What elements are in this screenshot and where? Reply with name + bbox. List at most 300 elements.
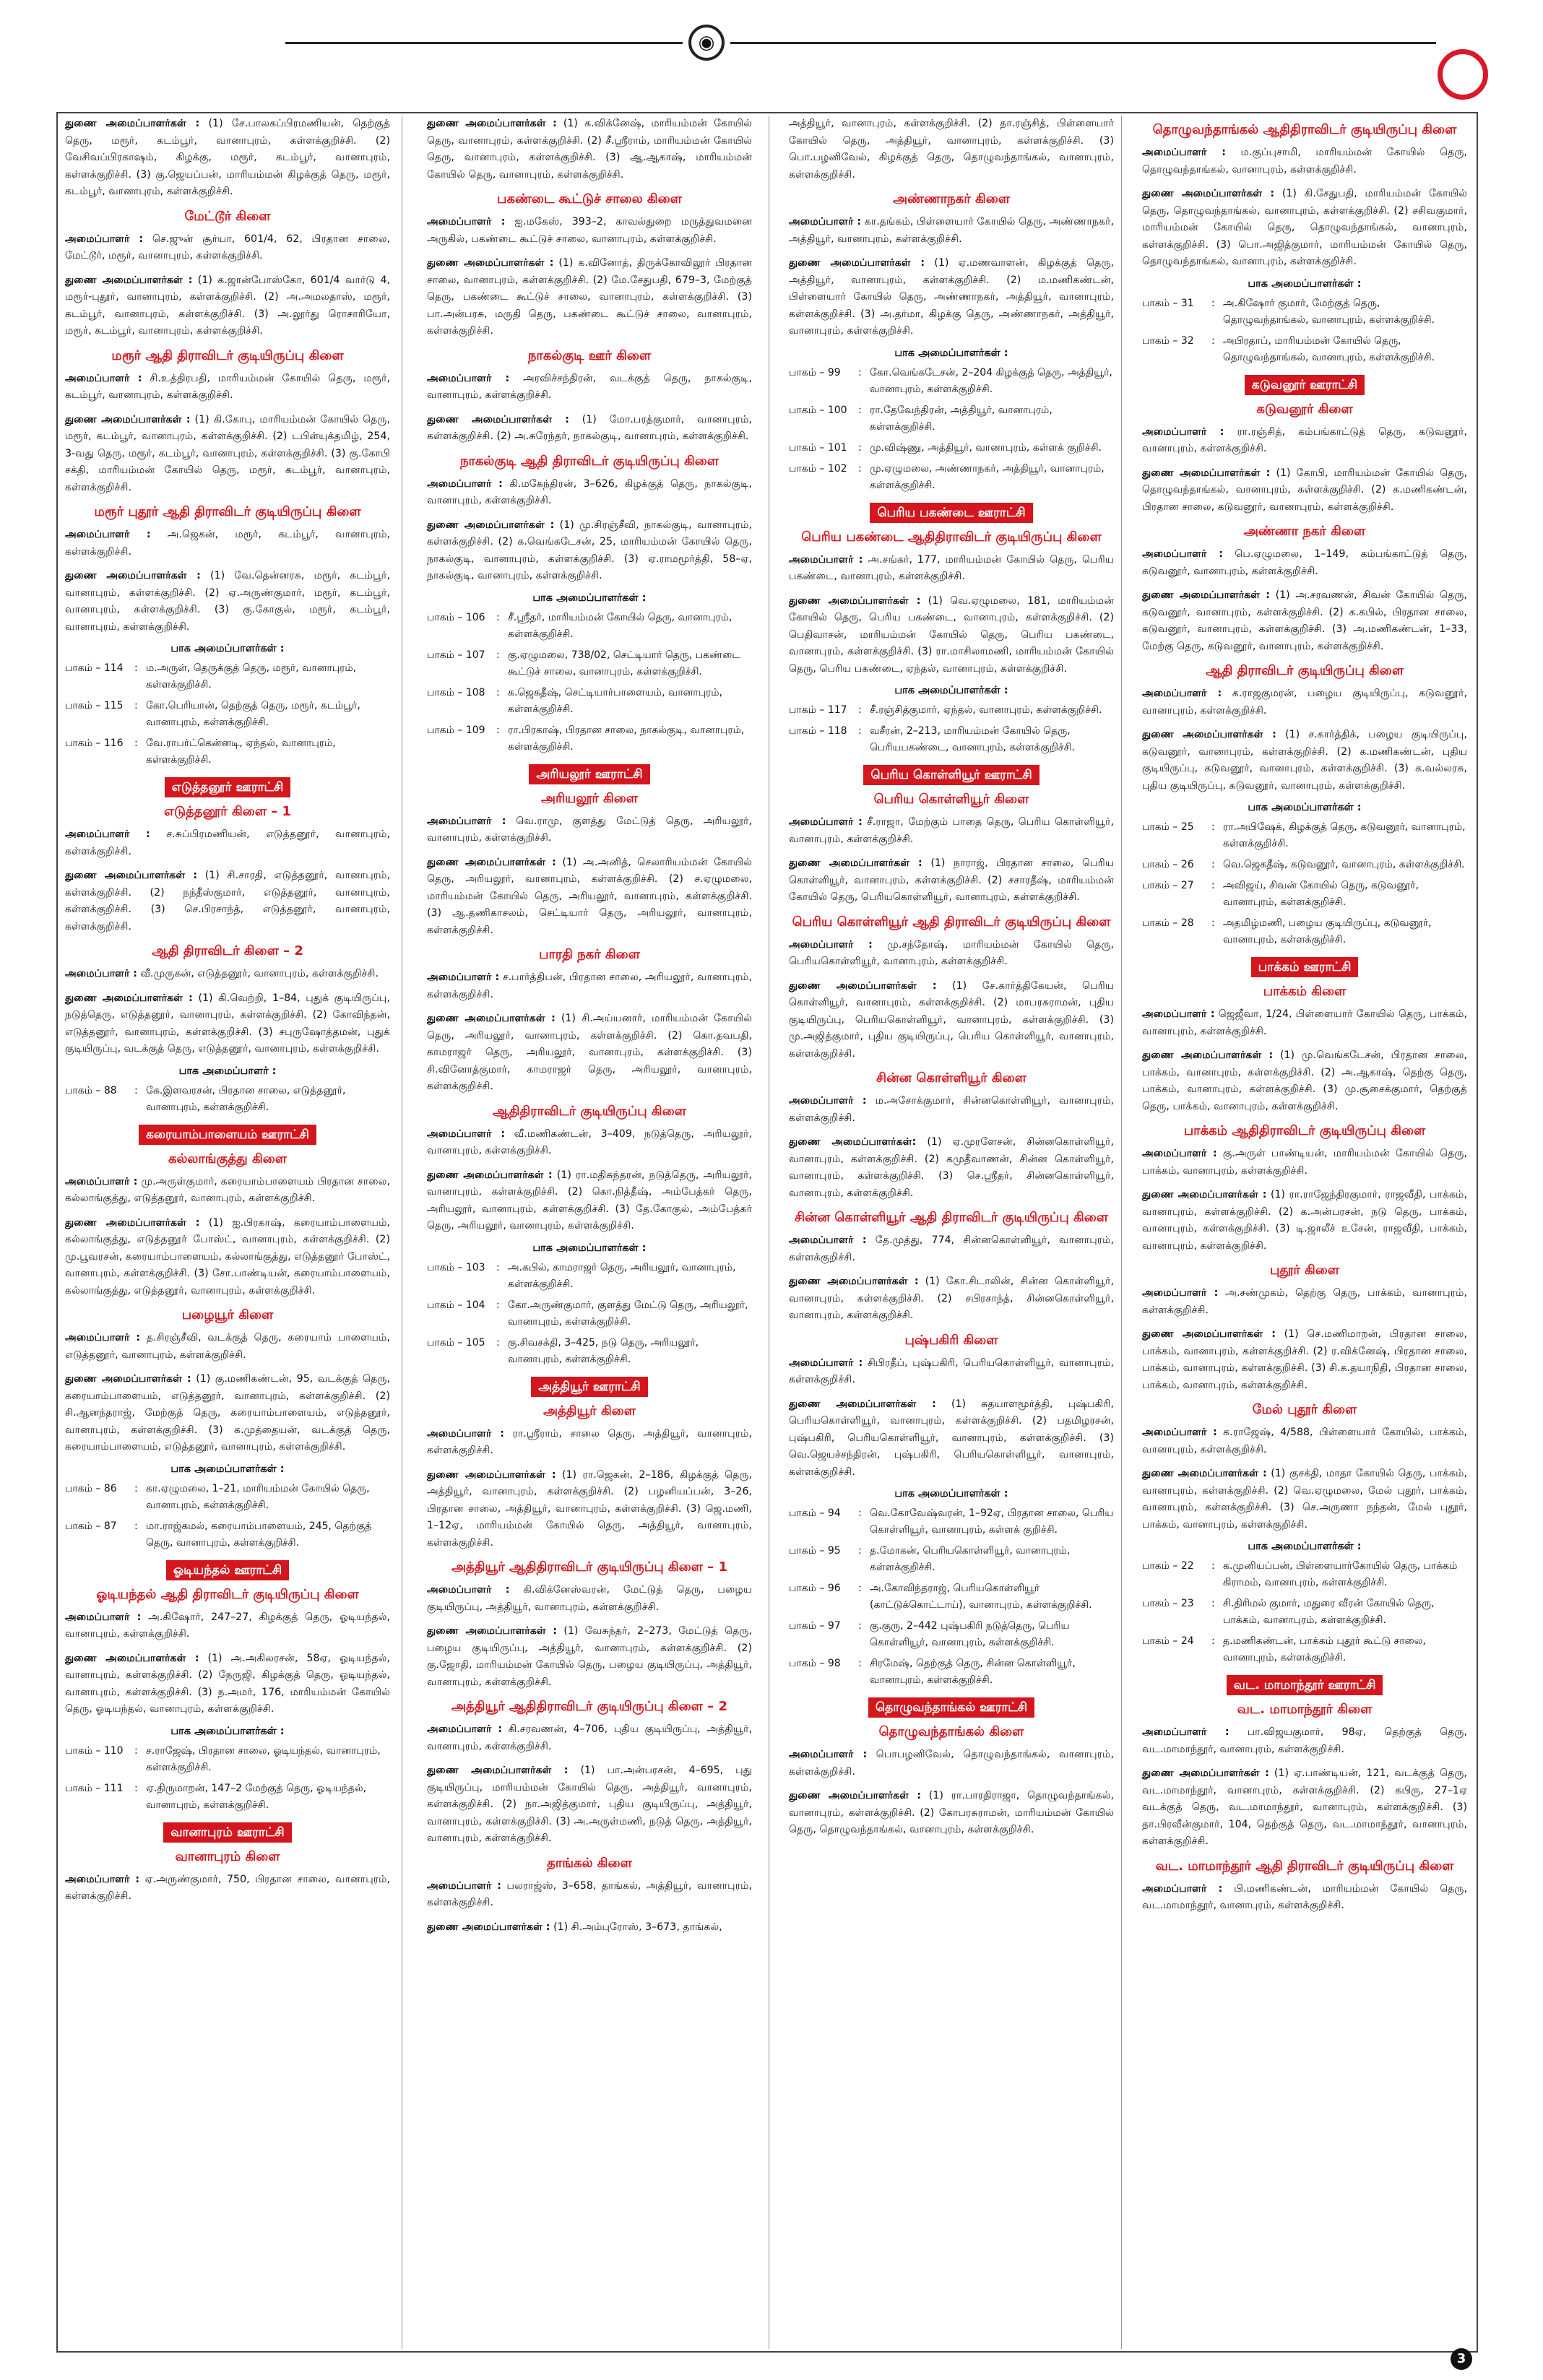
role-label: அமைப்பாளர் :	[427, 1879, 501, 1892]
role-label: துணை அமைப்பாளர்கள் :	[1142, 1189, 1267, 1200]
panchayat-banner: பாக்கம் ஊராட்சி	[1251, 957, 1359, 977]
role-label: துணை அமைப்பாளர்கள் :	[427, 1921, 550, 1933]
booth-number: பாகம் – 96	[789, 1583, 841, 1594]
booth-organiser: ரா.பிரகாஷ், பிரதான சாலை, நாகல்குடி, வானாபுரம், கள்ளக்குறிச்சி.	[508, 724, 745, 753]
booth-colon: :	[496, 724, 500, 736]
organiser-details: வீ.முருகன், எடுத்தனூர், வானாபுரம், கள்ளக்குறிச்சி.	[140, 968, 379, 979]
header-rule-right	[730, 42, 1436, 44]
branch-heading: அத்தியூர் கிளை	[543, 1403, 636, 1419]
booth-row	[789, 1505, 1114, 1539]
organiser-entry	[65, 1650, 390, 1718]
organiser-details: (1) சி.அம்புரோஸ், 3–673, தாங்கல்,	[553, 1921, 722, 1933]
booth-number: பாகம் – 115	[65, 700, 124, 711]
booth-number: பாகம் – 117	[789, 704, 847, 716]
booth-colon: :	[1211, 297, 1215, 309]
booth-row	[1142, 295, 1467, 329]
organiser-details: (1) கி.கோபு, மாரியம்மன் கோயில் தெரு, மரூர், கடம்பூர், வானாபுரம், கள்ளக்குறிச்சி. (2) டபிள்யுக்தமிழ், 254, 3-வது தெரு, மரூர், கடம்பூர், வானாபுரம், கள்ளக்குறிச்சி. (3) கு.கோபி சக்தி, மாரியம்மன் கோயில் தெரு, மரூர், கடம்பூர், வானாபுரம், கள்ளக்குறிச்சி.	[65, 413, 390, 493]
organiser-details: (1) அ.அகிலரசன், 58ஏ, ஓடியந்தல், வானாபுரம், கள்ளக்குறிச்சி. (2) நேருஜி, கிழக்குத் தெரு, ஓடியந்தல், வானாபுரம், கள்ளக்குறிச்சி. (3) ந.அமர், 176, மாரியம்மன் கோயில் தெரு, ஓடியந்தல், வானாபுரம், கள்ளக்குறிச்சி.	[65, 1652, 391, 1715]
organiser-entry	[427, 255, 752, 340]
role-label: துணை அமைப்பாளர்கள் :	[1142, 729, 1276, 740]
role-label: துணை அமைப்பாளர்கள் :	[427, 118, 557, 129]
role-label: துணை அமைப்பாளர்கள் :	[65, 992, 193, 1004]
organiser-details: (1) சே.கார்த்திகேயன், பெரிய கொள்ளியூர், வானாபுரம், கள்ளக்குறிச்சி. (2) மாபரசுராமன், புதிய குடியிருப்பு, பெரியகொள்ளியூர், வானாபுரம், கள்ளக்குறிச்சி. (3) மு.அஜித்குமார், புதிய குடியிருப்பு, பெரிய கொள்ளியூர், வானாபுரம், கள்ளக்குறிச்சி.	[789, 979, 1114, 1060]
role-label: துணை அமைப்பாளர்கள் :	[789, 857, 922, 869]
booth-colon: :	[1211, 821, 1215, 833]
branch-heading: சின்ன கொள்ளியூர் ஆதி திராவிடர் குடியிருப்பு கிளை	[794, 1210, 1108, 1225]
organiser-entry	[427, 214, 752, 248]
organiser-entry	[65, 1609, 390, 1643]
booth-number: பாகம் – 23	[1142, 1598, 1194, 1609]
organiser-entry	[427, 517, 752, 585]
branch-heading: தாங்கல் கிளை	[547, 1855, 632, 1871]
booth-colon: :	[858, 441, 862, 454]
branch-heading: புதூர் கிளை	[1269, 1263, 1340, 1278]
booth-row	[65, 660, 390, 693]
organiser-details: ச.பார்த்திபன், பிரதான சாலை, அரியலூர், வானாபுரம், கள்ளக்குறிச்சி.	[427, 972, 752, 1000]
organiser-details: (1) மு.வெங்கடேசன், பிரதான சாலை, பாக்கம், வானாபுரம், கள்ளக்குறிச்சி. (2) அ.ஆகாஷ், தெற்கு தெரு, பாக்கம், வானாபுரம், கள்ளக்குறிச்சி. (3) மு.சூசைக்குமார், தெற்குத் தெரு, பாக்கம், வானாபுரம், கள்ளக்குறிச்சி.	[1142, 1050, 1468, 1112]
role-label: துணை அமைப்பாளர்கள் :	[789, 1276, 919, 1287]
organiser-details: க.ராஜகுமரன், பழைய குடியிருப்பு, கடுவனூர், வானாபுரம், கள்ளக்குறிச்சி.	[1142, 688, 1467, 717]
role-label: அமைப்பாளர் :	[427, 216, 506, 228]
organiser-entry	[1142, 186, 1467, 271]
organiser-entry	[1142, 1881, 1467, 1915]
booth-organiser: மு.விஷ்ணு, அத்தியூர், வானாபுரம், கள்ளக் குறிச்சி.	[870, 441, 1102, 454]
organiser-details: ரா.ரஞ்சித், கம்பங்காட்டுத் தெரு, கடுவனூர், வானாபுரம், கள்ளக்குறிச்சி.	[1142, 425, 1468, 454]
branch-heading: ஆதி திராவிடர் கிளை – 2	[152, 943, 303, 959]
organiser-details: (1) கு.மணிகண்டன், 95, வடக்குத் தெரு, கரையாம்பாளையம், எடுத்தனூர், வானாபுரம், கள்ளக்குறிச்சி. (2) சி.ஆனந்தராஜ், மேற்குத் தெரு, கரையாம்பாளையம், எடுத்தனூர், வானாபுரம், கள்ளக்குறிச்சி. (3) க.முத்தையன், வடக்குத் தெரு, கரையாம்பாளையம், எடுத்தனூர், வானாபுரம், கள்ளக்குறிச்சி.	[65, 1373, 390, 1453]
role-label: அமைப்பாளர் :	[1142, 1148, 1217, 1159]
booth-row	[1142, 915, 1467, 948]
role-label: துணை அமைப்பாளர்கள் :	[427, 1013, 556, 1024]
booth-number: பாகம் – 97	[789, 1620, 841, 1632]
booth-row	[427, 1335, 752, 1368]
role-label: அமைப்பாளர் :	[789, 938, 873, 951]
organiser-entry	[427, 1426, 752, 1460]
booth-number: பாகம் – 100	[789, 404, 847, 416]
header-rule-left	[285, 42, 683, 44]
booth-colon: :	[858, 462, 862, 475]
role-label: துணை அமைப்பாளர்கள் :	[1142, 589, 1270, 601]
booth-row	[65, 1518, 390, 1552]
booth-organisers-heading: பாக அமைப்பாளர்கள் :	[894, 1488, 1008, 1500]
role-label: அமைப்பாளர் :	[65, 1175, 138, 1187]
booth-row	[65, 698, 390, 731]
booth-organiser: கு.குரு, 2–442 புஷ்பகிரி நடுத்தெரு, பெரிய கொள்ளியூர், வானாபுரம், கள்ளக்குறிச்சி.	[870, 1620, 1070, 1648]
organiser-entry	[427, 1167, 752, 1235]
organiser-entry	[789, 1396, 1114, 1481]
organiser-entry	[1142, 1326, 1467, 1394]
organiser-details: சீ.ராஜா, மேற்கும் பாதை தெரு, பெரிய கொள்ளியூர், வானாபுரம், கள்ளக்குறிச்சி.	[789, 816, 1114, 845]
role-label: அமைப்பாளர் :	[1142, 1287, 1219, 1299]
organiser-details: (1) ஏ.மணவாளன், கிழக்குத் தெரு, அத்தியூர், வானாபுரம், கள்ளக்குறிச்சி. (2) ம.மணிகண்டன், பிள்ளையார் கோயில் தெரு, அண்ணாநகர், அத்தியூர், வானாபுரம், கள்ளக்குறிச்சி. (3) அ.தர்மா, கிழக்கு தெரு, அண்ணாநகர், அத்தியூர், வானாபுரம், கள்ளக்குறிச்சி.	[789, 257, 1115, 337]
panchayat-banner: ஓடியந்தல் ஊராட்சி	[166, 1560, 289, 1580]
booth-number: பாகம் – 101	[789, 441, 847, 454]
organiser-entry	[427, 476, 752, 510]
booth-row	[427, 1260, 752, 1293]
organiser-entry	[789, 1134, 1114, 1202]
organiser-details: (1) பா.அன்பரசன், 4–695, புது குடியிருப்பு, மாரியம்மன் கோயில் தெரு, அத்தியூர், வானாபுரம், கள்ளக்குறிச்சி. (2) நா.அஜித்குமார், புதிய குடியிருப்பு, அத்தியூர், வானாபுரம், கள்ளக்குறிச்சி. (3) அ.அருள்மணி, நடுத் தெரு, அத்தியூர், வானாபுரம், கள்ளக்குறிச்சி.	[427, 1765, 753, 1844]
organiser-details: பி.மணிகண்டன், மாரியம்மன் கோயில் தெரு, வட.மாமாந்தூர், வானாபுரம், கள்ளக்குறிச்சி.	[1142, 1882, 1468, 1911]
role-label: துணை அமைப்பாளர்கள் :	[427, 519, 555, 531]
organiser-entry	[65, 966, 390, 983]
branch-heading: மேல் புதூர் கிளை	[1252, 1402, 1357, 1417]
role-label: அமைப்பாளர் :	[427, 815, 506, 827]
booth-colon: :	[496, 1261, 500, 1273]
organiser-entry	[427, 371, 752, 404]
organiser-details: தே.முத்து, 774, சின்னகொள்ளியூர், வானாபுரம், கள்ளக்குறிச்சி.	[789, 1234, 1115, 1263]
organiser-entry	[789, 814, 1114, 848]
booth-colon: :	[858, 704, 862, 716]
role-label: துணை அமைப்பாளர்கள் :	[65, 274, 193, 286]
booth-number: பாகம் – 87	[65, 1520, 117, 1532]
booth-row	[789, 461, 1114, 494]
organiser-details: (1) வேசுந்தர், 2–273, மேட்டுத் தெரு, பழைய குடியிருப்பு, அத்தியூர், வானாபுரம், கள்ளக்குறிச்சி. (2) கு.ஜோதி, மாரியம்மன் கோயில் தெரு, பழைய குடியிருப்பு, அத்தியூர், வானாபுரம், கள்ளக்குறிச்சி.	[427, 1625, 752, 1688]
branch-heading: சின்ன கொள்ளியூர் கிளை	[876, 1070, 1026, 1086]
organiser-details: அ.சண்முகம், தெற்கு தெரு, பாக்கம், வானாபுரம், கள்ளக்குறிச்சி.	[1142, 1287, 1467, 1316]
booth-organiser: அ.கிஷோர் குமார், மேற்குத் தெரு, தொழுவந்தாங்கல், வானாபுரம், கள்ளக்குறிச்சி.	[1223, 297, 1435, 326]
booth-organiser: கோ.அருண்குமார், குளத்து மேட்டு தெரு, அரியலூர், வானாபுரம், கள்ளக்குறிச்சி.	[508, 1299, 748, 1328]
booth-row	[789, 1618, 1114, 1651]
role-label: அமைப்பாளர் :	[789, 1234, 867, 1246]
organiser-entry	[427, 1878, 752, 1912]
role-label: அமைப்பாளர் :	[789, 553, 863, 566]
organiser-details: (1) ச.கார்த்திக், பழைய குடியிருப்பு, கடுவனூர், வானாபுரம், கள்ளக்குறிச்சி. (2) க.மணிகண்டன், புதிய குடியிருப்பு, கடுவனூர், வானாபுரம், கள்ளக்குறிச்சி. (3) க.வல்லரசு, புதிய குடியிருப்பு, கடுவனூர், வானாபுரம், கள்ளக்குறிச்சி.	[1142, 729, 1468, 792]
booth-colon: :	[134, 1744, 138, 1757]
role-label: அமைப்பாளர் :	[1142, 688, 1222, 699]
column-3	[783, 116, 1120, 2347]
organiser-entry	[789, 214, 1114, 248]
role-label: அமைப்பாளர் :	[1142, 147, 1226, 158]
branch-heading: பாக்கம் கிளை	[1263, 984, 1347, 999]
branch-heading: பழையூர் கிளை	[181, 1307, 274, 1323]
booth-number: பாகம் – 28	[1142, 917, 1194, 929]
organiser-entry	[65, 1215, 390, 1300]
organiser-details: (1) க.ஜான்போஸ்கோ, 601/4 வார்டு 4, மரூர்-புதூர், வானாபுரம், கள்ளக்குறிச்சி. (2) அ.அமலதாஸ், மரூர், கடம்பூர், வானாபுரம், கள்ளக்குறிச்சி. (3) அ.லூர்து ரொசாரியோ, மரூர், கடம்பூர், வானாபுரம், கள்ளக்குறிச்சி.	[65, 274, 390, 337]
organiser-entry	[1142, 1724, 1467, 1758]
branch-heading: மரூர் புதூர் ஆதி திராவிடர் குடியிருப்பு கிளை	[94, 504, 361, 519]
organiser-entry	[65, 116, 390, 201]
organiser-entry	[1142, 424, 1467, 458]
booth-organiser: ச.ராஜேஷ், பிரதான சாலை, ஓடியந்தல், வானாபுரம், கள்ளக்குறிச்சி.	[146, 1744, 381, 1773]
booth-colon: :	[134, 1782, 138, 1794]
booth-colon: :	[496, 686, 500, 698]
branch-heading: அண்ணா நகர் கிளை	[1243, 524, 1366, 539]
panchayat-banner: கரையாம்பாளையம் ஊராட்சி	[139, 1125, 316, 1145]
organiser-entry	[1142, 587, 1467, 655]
role-label: அமைப்பாளர் :	[427, 1128, 506, 1140]
branch-heading: புஷ்பகிரி கிளை	[904, 1332, 998, 1348]
booth-organiser: ம.அருள், தெருக்குத் தெரு, மரூர், வானாபுரம், கள்ளக்குறிச்சி.	[146, 662, 357, 691]
organiser-details: ஏ.அருண்குமார், 750, பிரதான சாலை, வானாபுரம், கள்ளக்குறிச்சி.	[65, 1873, 391, 1902]
organiser-entry	[1142, 1424, 1467, 1458]
organiser-details: அ.ஜெகன், மரூர், கடம்பூர், வானாபுரம், கள்ளக்குறிச்சி.	[65, 529, 391, 558]
organiser-entry	[427, 1721, 752, 1755]
booth-organisers-heading: பாக அமைப்பாளர்கள் :	[894, 347, 1008, 359]
branch-heading: வானாபுரம் கிளை	[175, 1848, 280, 1864]
organiser-entry	[427, 1582, 752, 1616]
booth-organiser: கு.சிவசக்தி, 3–425, நடு தெரு, அரியலூர், வானாபுரம், கள்ளக்குறிச்சி.	[508, 1336, 699, 1365]
booth-row	[427, 722, 752, 756]
booth-organiser: வே.ராபர்ட்கென்னடி, ஏந்தல், வானாபுரம், கள்ளக்குறிச்சி.	[146, 737, 336, 766]
organiser-details: மு.சந்தோஷ், மாரியம்மன் கோயில் தெரு, பெரியகொள்ளியூர், வானாபுரம், கள்ளக்குறிச்சி.	[789, 938, 1114, 967]
role-label: துணை அமைப்பாளர்கள் :	[65, 1373, 191, 1385]
booth-organisers-heading: பாக அமைப்பாளர்கள் :	[1248, 1541, 1362, 1552]
organiser-details: அ.கிஷோர், 247–27, கிழக்குத் தெரு, ஓடியந்தல், வானாபுரம், கள்ளக்குறிச்சி.	[65, 1611, 391, 1640]
booth-number: பாகம் – 99	[789, 366, 841, 378]
column-1	[59, 116, 396, 2347]
organiser-details: மு.அருள்குமார், கரையாம்பாளையம் பிரதான சாலை, கல்லாங்குத்து, எடுத்தனூர், வானாபுரம், கள்ளக்குறிச்சி.	[65, 1175, 391, 1204]
role-label: அமைப்பாளர் :	[65, 372, 142, 384]
organiser-details: (1) சி.அய்யனார், மாரியம்மன் கோயில் தெரு, அரியலூர், வானாபுரம், கள்ளக்குறிச்சி. (2) கொ.தவபதி, காமராஜர் தெரு, அரியலூர், வானாபுரம், கள்ளக்குறிச்சி. (3) சி.வினோத்குமார், காமராஜர் தெரு, அரியலூர், வானாபுரம், கள்ளக்குறிச்சி.	[427, 1013, 752, 1092]
booth-colon: :	[858, 366, 862, 378]
organiser-entry	[65, 990, 390, 1058]
organiser-entry	[427, 1919, 752, 1937]
booth-number: பாகம் – 116	[65, 737, 124, 749]
organiser-details: (1) க.வினோத், திருக்கோவிலூர் பிரதான சாலை, வானாபுரம், கள்ளக்குறிச்சி. (2) மே.சேதுபதி, 679–3, மேற்குத் தெரு, பகண்டை கூட்டுச் சாலை, வானாபுரம், கள்ளக்குறிச்சி. (3) பா.அன்பரசு, மருதி தெரு, பகண்டை கூட்டுச் சாலை, வானாபுரம், கள்ளக்குறிச்சி.	[427, 257, 752, 337]
panchayat-banner: வானாபுரம் ஊராட்சி	[163, 1822, 291, 1843]
organiser-entry	[65, 568, 390, 636]
organiser-entry	[789, 1273, 1114, 1325]
organiser-details: (1) கோ.சிடாலின், சின்ன கொள்ளியூர், வானாபுரம், கள்ளக்குறிச்சி. (2) சபிரசாந்த், சின்னகொள்ளியூர், வானாபுரம், கள்ளக்குறிச்சி.	[789, 1276, 1115, 1321]
booth-organiser: வெ.ஜெகதீஷ், கடுவனூர், வானாபுரம், கள்ளக்குறிச்சி.	[1223, 859, 1465, 870]
booth-colon: :	[134, 662, 138, 674]
organiser-details: த.சிரஞ்சீவி, வடக்குத் தெரு, கரையாம் பாளையம், எடுத்தனூர், வானாபுரம், கள்ளக்குறிச்சி.	[65, 1332, 390, 1361]
organiser-entry	[427, 1623, 752, 1691]
role-label: அமைப்பாளர் :	[427, 1723, 503, 1735]
booth-colon: :	[134, 1084, 138, 1096]
booth-row	[1142, 857, 1467, 873]
role-label: துணை அமைப்பாளர்கள் :	[1142, 1328, 1276, 1340]
organiser-entry	[65, 1330, 390, 1364]
organiser-entry	[427, 412, 752, 446]
organiser-entry	[789, 255, 1114, 340]
booth-colon: :	[496, 649, 500, 661]
role-label: துணை அமைப்பாளர்கள் :	[65, 870, 197, 881]
booth-colon: :	[858, 404, 862, 416]
branch-heading: பாரதி நகர் கிளை	[539, 947, 640, 962]
booth-row	[1142, 1558, 1467, 1591]
role-label: அமைப்பாளர் :	[427, 1584, 510, 1596]
booth-number: பாகம் – 95	[789, 1545, 841, 1557]
organiser-entry	[427, 116, 752, 183]
branch-heading: ஆதிதிராவிடர் குடியிருப்பு கிளை	[493, 1103, 686, 1119]
organiser-details: ஐ.மகேஸ், 393–2, காவல்துறை மருத்துவமனை அருகில், பகண்டை கூட்டுச் சாலை, வானாபுரம், கள்ளக்குறிச்சி.	[427, 216, 753, 245]
booth-organiser: அ.கபில், காமராஜர் தெரு, அரியலூர், வானாபுரம், கள்ளக்குறிச்சி.	[508, 1261, 736, 1290]
organiser-details: வீ.மணிகண்டன், 3–409, நடுத்தெரு, அரியலூர், வானாபுரம், கள்ளக்குறிச்சி.	[427, 1128, 752, 1156]
booth-number: பாகம் – 27	[1142, 880, 1194, 891]
role-label: துணை அமைப்பாளர்கள் :	[65, 118, 200, 129]
role-label: அமைப்பாளர் :	[427, 1427, 504, 1440]
organiser-entry	[789, 116, 1114, 183]
organiser-details: ம.அசோக்குமார், சின்னகொள்ளியூர், வானாபுரம், கள்ளக்குறிச்சி.	[789, 1095, 1114, 1124]
organiser-entry	[427, 1126, 752, 1160]
booth-colon: :	[858, 1620, 862, 1632]
booth-colon: :	[1211, 859, 1215, 870]
organiser-details: (1) நாராஜ், பிரதான சாலை, பெரிய கொள்ளியூர், வானாபுரம், கள்ளக்குறிச்சி. (2) சசாரதீஷ், மாரியம்மன் கோயில் தெரு, பெரியகொள்ளியூர், வானாபுரம், கள்ளக்குறிச்சி.	[789, 857, 1114, 903]
booth-colon: :	[1211, 1635, 1215, 1647]
organiser-entry	[789, 855, 1114, 906]
organiser-details: (1) அ.சரவணன், சிவன் கோயில் தெரு, கடுவனூர், வானாபுரம், கள்ளக்குறிச்சி. (2) க.கபில், பிரதான சாலை, கடுவனூர், வானாபுரம், கள்ளக்குறிச்சி. (3) அ.மணிகண்டன், 1–33, மேற்கு தெரு, கடுவனூர், வானாபுரம், கள்ளக்குறிச்சி.	[1142, 589, 1467, 652]
column-4	[1136, 116, 1473, 2347]
booth-row	[789, 365, 1114, 398]
organiser-details: அரவிச்சந்திரன், வடக்குத் தெரு, நாகல்குடி, வானாபுரம், கள்ளக்குறிச்சி.	[427, 372, 753, 401]
role-label: துணை அமைப்பாளர்கள் :	[427, 1625, 558, 1637]
organiser-entry	[65, 1871, 390, 1905]
branch-heading: மேட்டூர் கிளை	[184, 208, 271, 224]
booth-number: பாகம் – 107	[427, 649, 485, 661]
panchayat-banner: தொழுவந்தாங்கல் ஊராட்சி	[868, 1697, 1034, 1718]
panchayat-banner: பெரிய கொள்ளியூர் ஊராட்சி	[863, 765, 1039, 785]
panchayat-banner: கடுவனூர் ஊராட்சி	[1245, 375, 1365, 395]
branch-heading: பாக்கம் ஆதிதிராவிடர் குடியிருப்பு கிளை	[1183, 1123, 1426, 1138]
branch-heading: அத்தியூர் ஆதிதிராவிடர் குடியிருப்பு கிளை – 1	[451, 1559, 727, 1575]
organiser-details: (1) ரா.ராஜேந்திரகுமார், ராஜவீதி, பாக்கம், வானாபுரம், கள்ளக்குறிச்சி. (2) க.அன்பரசன், நடு தெரு, பாக்கம், வானாபுரம், கள்ளக்குறிச்சி. (3) டி.ஜாலீச் உசேன், ராஜவீதி, பாக்கம், வானாபுரம், கள்ளக்குறிச்சி.	[1142, 1189, 1467, 1252]
emblem-icon: ◉	[688, 25, 725, 61]
role-label: அமைப்பாளர் :	[1142, 1882, 1223, 1895]
branch-heading: வட. மாமாந்தூர் கிளை	[1237, 1702, 1373, 1717]
booth-organiser: க.ஜெகதீஷ், செட்டியார்பாளையம், வானாபுரம், கள்ளக்குறிச்சி.	[508, 686, 722, 715]
branch-heading: தொழுவந்தாங்கல் கிளை	[878, 1724, 1024, 1739]
booth-organiser: ரா.அபிஷேக், கிழக்குத் தெரு, கடுவனூர், வானாபுரம், கள்ளக்குறிச்சி.	[1223, 821, 1466, 849]
organiser-details: (1) மோ.பரத்குமார், வானாபுரம், கள்ளக்குறிச்சி. (2) அ.சுரேந்தர், நாகல்குடி, வானாபுரம், கள்ளக்குறிச்சி.	[427, 413, 752, 442]
booth-organiser: கு.ஏழுமலை, 738/02, செட்டியார் தெரு, பகண்டை கூட்டுச் சாலை, வானாபுரம், கள்ளக்குறிச்சி.	[508, 649, 740, 678]
booth-colon: :	[496, 611, 500, 623]
organiser-details: (1) ரா.ஜெகன், 2–186, கிழக்குத் தெரு, அத்தியூர், வானாபுரம், கள்ளக்குறிச்சி. (2) பழனியப்பன், 3–26, பிரதான சாலை, அத்தியூர், வானாபுரம், கள்ளக்குறிச்சி. (3) ஜெ.மணி, 1–12ஏ, மாரியம்மன் கோயில் தெரு, அத்தியூர், வானாபுரம், கள்ளக்குறிச்சி.	[427, 1468, 752, 1549]
booth-row	[427, 1297, 752, 1330]
organiser-entry	[427, 1762, 752, 1848]
role-label: துணை அமைப்பாளர்கள் :	[427, 1765, 569, 1776]
organiser-details: (1) ஏ.முரளேசன், சின்னகொள்ளியூர், வானாபுரம், கள்ளக்குறிச்சி. (2) கமுதீவாணன், சின்ன கொள்ளியூர், வானாபுரம், கள்ளக்குறிச்சி. (3) செ.ஸ்ரீதர், சின்னகொள்ளியூர், வானாபுரம், கள்ளக்குறிச்சி.	[789, 1136, 1115, 1199]
organiser-details: (1) ஏ.பாண்டியன், 121, வடக்குத் தெரு, வட.மாமாந்தூர், வானாபுரம், கள்ளக்குறிச்சி. (2) கபிரு, 27–1ஏ வடக்குத் தெரு, வட.மாமாந்தூர், வானாபுரம், கள்ளக்குறிச்சி. (3) தா.பிரவீன்குமார், 104, தெற்குத் தெரு, வட.மாமாந்தூர், வானாபுரம், கள்ளக்குறிச்சி.	[1142, 1767, 1468, 1847]
organiser-entry	[789, 1093, 1114, 1127]
role-label: துணை அமைப்பாளர்கள் :	[789, 257, 925, 269]
role-label: துணை அமைப்பாளர்கள் :	[65, 570, 201, 581]
role-label: அமைப்பாளர் :	[427, 972, 500, 983]
booth-number: பாகம் – 111	[65, 1782, 124, 1794]
organiser-details: (1) செ.மணிமாறன், பிரதான சாலை, பாக்கம், வானாபுரம், கள்ளக்குறிச்சி. (2) ர.விக்னேஷ், பிரதான சாலை, பாக்கம், வானாபுரம், கள்ளக்குறிச்சி. (3) சி.க.தயாநிதி, பிரதான சாலை, பாக்கம், வானாபுரம், கள்ளக்குறிச்சி.	[1142, 1328, 1468, 1391]
organiser-details: பலராஜ்ஸ், 3–658, தாங்கல், அத்தியூர், வானாபுரம், கள்ளக்குறிச்சி.	[427, 1879, 752, 1908]
organiser-entry	[1142, 1047, 1467, 1115]
role-label: அமைப்பாளர் :	[65, 1332, 141, 1343]
organiser-details: வெ.ராமு, குளத்து மேட்டுத் தெரு, அரியலூர், வானாபுரம், கள்ளக்குறிச்சி.	[427, 815, 752, 844]
organiser-entry	[1142, 685, 1467, 719]
booth-row	[789, 1580, 1114, 1614]
booth-colon: :	[134, 1482, 138, 1494]
role-label: அமைப்பாளர் :	[1142, 1427, 1217, 1438]
booth-organiser: கோ.வெங்கடேசன், 2–204 கிழக்குத் தெரு, அத்தியூர், வானாபுரம், கள்ளக்குறிச்சி.	[870, 366, 1112, 395]
booth-number: பாகம் – 118	[789, 725, 847, 737]
organiser-entry	[1142, 727, 1467, 795]
organiser-details: (1) ரா.மதிசுந்தரன், நடுத்தெரு, அரியலூர், வானாபுரம், கள்ளக்குறிச்சி. (2) கொ.நித்தீஷ், அம்பேத்கர் தெரு, அரியலூர், வானாபுரம், கள்ளக்குறிச்சி. (3) தே.கோகுல், அம்பேத்கர் தெரு, அரியலூர், வானாபுரம், கள்ளக்குறிச்சி.	[427, 1169, 752, 1232]
booth-row	[789, 1656, 1114, 1689]
booth-organisers-heading: பாக அமைப்பாளர்கள் :	[170, 1463, 285, 1475]
booth-row	[65, 1083, 390, 1116]
organiser-details: க.ராஜேஷ், 4/588, பிள்ளையார் கோயில், பாக்கம், வானாபுரம், கள்ளக்குறிச்சி.	[1142, 1427, 1468, 1455]
booth-organiser: த.மோகன், பெரியகொள்ளியூர், வானாபுரம், கள்ளக்குறிச்சி.	[870, 1545, 1071, 1573]
panchayat-banner: வட. மாமாந்தூர் ஊராட்சி	[1227, 1675, 1383, 1695]
role-label: துணை அமைப்பாளர்கள் :	[427, 856, 556, 868]
organiser-entry	[789, 1355, 1114, 1389]
booth-row	[1142, 819, 1467, 852]
organiser-details: (1) ஐ.பிரகாஷ், கரையாம்பாளையம், கல்லாங்குத்து, எடுத்தனூர் போஸ்ட், வானாபுரம், கள்ளக்குறிச்சி. (2) மு.பூவரசன், கரையாம்பாளையம், கல்லாங்குத்து, எடுத்தனூர் போஸ்ட், வானாபுரம், கள்ளக்குறிச்சி. (3) சோ.பாண்டியன், கரையாம்பாளையம், கல்லாங்குத்து, எடுத்தனூர், வானாபுரம், கள்ளக்குறிச்சி.	[65, 1216, 391, 1297]
role-label: அமைப்பாளர் :	[65, 828, 150, 840]
role-label: துணை அமைப்பாளர்கள் :	[65, 1216, 200, 1229]
role-label: அமைப்பாளர் :	[789, 216, 862, 228]
role-label: அமைப்பாளர் :	[789, 816, 863, 828]
booth-row	[1142, 1596, 1467, 1629]
red-ring-icon	[1438, 49, 1488, 100]
booth-colon: :	[858, 1545, 862, 1557]
booth-row	[789, 440, 1114, 456]
branch-heading: அண்ணாநகர் கிளை	[893, 191, 1010, 207]
booth-row	[65, 1743, 390, 1776]
booth-row	[427, 610, 752, 643]
role-label: துணை அமைப்பாளர்கள் :	[1142, 1050, 1274, 1061]
organiser-entry	[1142, 546, 1467, 580]
booth-organiser: அதமிழ்மணி, பழைய குடியிருப்பு, கடுவனூர், வானாபுரம், கள்ளக்குறிச்சி.	[1223, 917, 1432, 945]
booth-organiser: கே.இளவரசன், பிரதான சாலை, எடுத்தனூர், வானாபுரம், கள்ளக்குறிச்சி.	[146, 1084, 346, 1113]
panchayat-banner: அரியலூர் ஊராட்சி	[529, 764, 649, 784]
column-divider	[1121, 116, 1122, 2349]
role-label: அமைப்பாளர் :	[65, 1611, 142, 1623]
booth-row	[1142, 333, 1467, 366]
role-label: துணை அமைப்பாளர்கள் :	[427, 1169, 553, 1181]
booth-row	[789, 702, 1114, 719]
booth-row	[789, 402, 1114, 436]
role-label: துணை அமைப்பாளர்கள் :	[1142, 188, 1275, 199]
booth-row	[65, 735, 390, 769]
booth-colon: :	[134, 737, 138, 749]
organiser-details: பெ.ஏழுமலை, 1–149, கம்பங்காட்டுத் தெரு, கடுவனூர், வானாபுரம், கள்ளக்குறிச்சி.	[1142, 548, 1468, 577]
booth-row	[65, 1780, 390, 1814]
organiser-details: (1) சே.பாலகப்பிரமணியன், தெற்குத் தெரு, மரூர், கடம்பூர், வானாபுரம், கள்ளக்குறிச்சி. (2) வேசிவப்பிரகாஷம், கிழக்கு, மரூர், கடம்பூர், வானாபுரம், கள்ளக்குறிச்சி. (3) கு.ஜெயப்பன், மாரியம்மன் கிழக்குத் தெரு, மரூர், கடம்பூர், வானாபுரம், கள்ளக்குறிச்சி.	[65, 118, 390, 197]
panchayat-banner: பெரிய பகண்டை ஊராட்சி	[870, 503, 1032, 523]
booth-number: பாகம் – 24	[1142, 1635, 1194, 1647]
booth-organiser: ஏ.திருமாறன், 147–2 மேற்குத் தெரு, ஓடியந்தல், வானாபுரம், கள்ளக்குறிச்சி.	[146, 1782, 367, 1811]
organiser-entry	[427, 854, 752, 940]
organiser-entry	[65, 272, 390, 340]
branch-heading: அரியலூர் கிளை	[540, 790, 639, 806]
organiser-entry	[1142, 1466, 1467, 1533]
booth-row	[1142, 1633, 1467, 1666]
organiser-details: செ.ஜுன் சூர்யா, 601/4, 62, பிரதான சாலை, மேட்டூர், மரூர், வானாபுரம், கள்ளக்குறிச்சி.	[65, 233, 390, 261]
organiser-details: சிபிரதீப், புஷ்பகிரி, பெரியகொள்ளியூர், வானாபுரம், கள்ளக்குறிச்சி.	[789, 1356, 1114, 1385]
role-label: துணை அமைப்பாளர்கள் :	[427, 413, 569, 425]
role-label: துணை அமைப்பாளர்கள் :	[1142, 1767, 1269, 1779]
branch-heading: நாகல்குடி ஊர் கிளை	[527, 347, 652, 363]
organiser-entry	[1142, 1006, 1467, 1040]
booth-number: பாகம் – 25	[1142, 821, 1194, 833]
booth-number: பாகம் – 86	[65, 1482, 117, 1494]
role-label: துணை அமைப்பாளர்கள் :	[1142, 1468, 1267, 1479]
branch-heading: தொழுவந்தாங்கல் ஆதிதிராவிடர் குடியிருப்பு கிளை	[1152, 122, 1457, 137]
booth-colon: :	[858, 725, 862, 737]
branch-heading: பெரிய கொள்ளியூர் ஆதி திராவிடர் குடியிருப்பு கிளை	[792, 914, 1111, 930]
booth-colon: :	[858, 1583, 862, 1594]
branch-heading: எடுத்தனூர் கிளை – 1	[163, 804, 292, 819]
branch-heading: கடுவனூர் கிளை	[1256, 401, 1353, 417]
branch-heading: மரூர் ஆதி திராவிடர் குடியிருப்பு கிளை	[111, 347, 344, 363]
branch-heading: பகண்டை கூட்டுச் சாலை கிளை	[497, 191, 682, 207]
organiser-details: ஜெஜீவா, 1/24, பிள்ளையார் கோயில் தெரு, பாக்கம், வானாபுரம், கள்ளக்குறிச்சி.	[1142, 1008, 1467, 1037]
booth-colon: :	[496, 1336, 500, 1349]
booth-number: பாகம் – 32	[1142, 334, 1194, 347]
booth-organiser: சீ.ஸ்ரீதர், மாரியம்மன் கோயில் தெரு, வானாபுரம், கள்ளக்குறிச்சி.	[508, 611, 732, 640]
organiser-details: கி.விக்னேஸ்வரன், மேட்டுத் தெரு, பழைய குடியிருப்பு, அத்தியூர், வானாபுரம், கள்ளக்குறிச்சி.	[427, 1584, 752, 1613]
role-label: அமைப்பாளர் :	[789, 1356, 863, 1369]
organiser-details: (1) க.விக்னேஷ், மாரியம்மன் கோயில் தெரு, வானாபுரம், கள்ளக்குறிச்சி. (2) சீ.ஸ்ரீராம், மாரியம்மன் கோயில் தெரு, வானாபுரம், கள்ளக்குறிச்சி. (3) ஆ.ஆகாஷ், மாரியம்மன் கோயில் தெரு, வானாபுரம், கள்ளக்குறிச்சி.	[427, 118, 753, 181]
role-label: அமைப்பாளர் :	[1142, 1726, 1229, 1738]
